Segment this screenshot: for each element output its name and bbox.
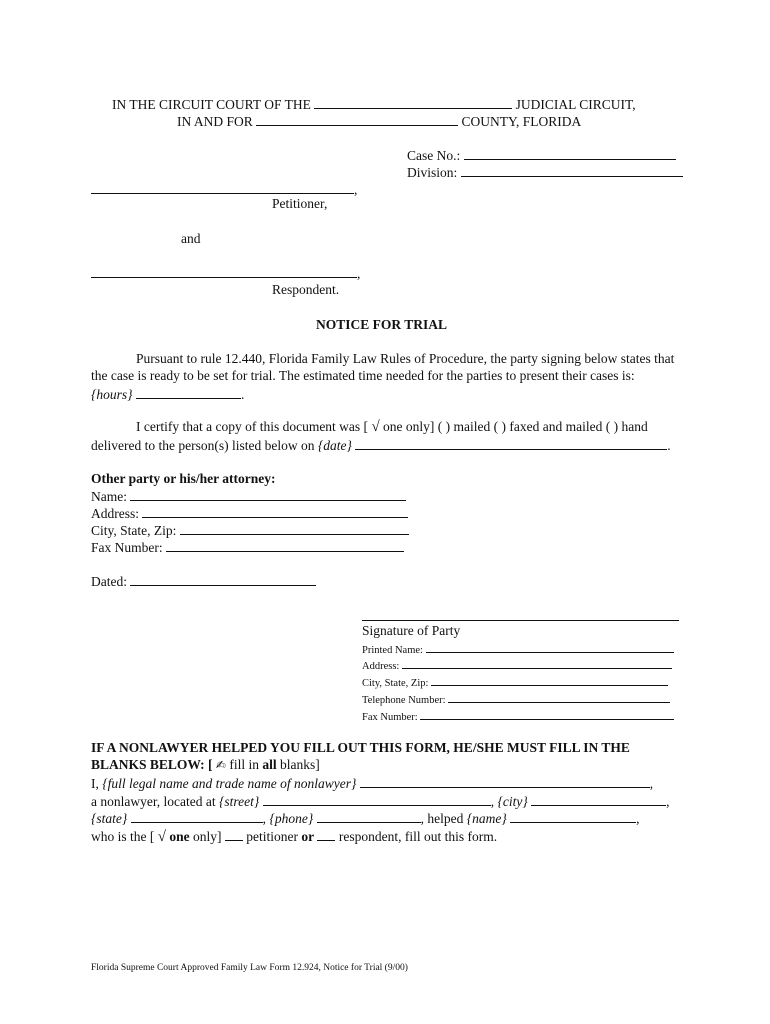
other-address-label: Address: [91, 506, 139, 521]
sig-fax-row [362, 710, 674, 724]
nonlawyer-located: a nonlawyer, located at [91, 794, 216, 809]
circuit-blank[interactable] [314, 96, 512, 109]
other-fax-row [91, 539, 404, 555]
sig-telephone-label: Telephone Number: [362, 695, 446, 706]
cert-line2 [91, 437, 671, 453]
nonlawyer-petitioner: petitioner [246, 829, 298, 844]
respondent-label: Respondent. [272, 282, 340, 297]
cert-text-a: I certify that a copy of this document was [ [136, 419, 369, 434]
nonlawyer-heading-2c: blanks] [279, 757, 320, 772]
page-title: NOTICE FOR TRIAL [316, 317, 448, 332]
court-line [112, 96, 636, 112]
division-blank[interactable] [461, 164, 683, 177]
and-label: and [181, 231, 201, 246]
helped-name-blank[interactable] [510, 810, 636, 823]
county-suffix: COUNTY, FLORIDA [461, 114, 582, 129]
division-label: Division: [407, 165, 458, 180]
sig-printed-name-row [362, 643, 674, 657]
other-address-row [91, 505, 408, 521]
other-name-label: Name: [91, 489, 127, 504]
nonlawyer-name-placeholder: {full legal name and trade name of nonlawyer} [102, 776, 357, 791]
pen-icon: ✍ [215, 758, 226, 772]
county-blank[interactable] [256, 113, 458, 126]
case-no-blank[interactable] [464, 147, 676, 160]
nonlawyer-helped: , helped [420, 811, 464, 826]
nonlawyer-i: I, [91, 776, 99, 791]
division-row [407, 164, 683, 180]
other-name-blank[interactable] [130, 488, 406, 501]
county-prefix: IN AND FOR [177, 114, 253, 129]
nonlawyer-heading-1: IF A NONLAWYER HELPED YOU FILL OUT THIS FORM, HE/SHE MUST FILL IN THE [91, 740, 630, 755]
sig-telephone-blank[interactable] [448, 693, 670, 703]
sig-address-label: Address: [362, 661, 400, 672]
state-blank[interactable] [131, 810, 263, 823]
signature-label: Signature of Party [362, 623, 461, 638]
cert-line1 [136, 420, 648, 435]
phone-placeholder: {phone} [269, 811, 314, 826]
dated-label: Dated: [91, 574, 127, 589]
sig-city-blank[interactable] [431, 676, 668, 686]
state-placeholder: {state} [91, 811, 128, 826]
other-city-label: City, State, Zip: [91, 523, 177, 538]
cert-date-blank[interactable] [355, 437, 667, 450]
hours-period: . [240, 387, 245, 402]
respondent-comma: , [357, 266, 361, 281]
hours-row [91, 386, 244, 402]
nonlawyer-comma-1: , [649, 776, 654, 791]
respondent-check-blank[interactable] [317, 828, 335, 841]
nonlawyer-line1 [91, 775, 653, 791]
dated-blank[interactable] [130, 573, 316, 586]
respondent-row [91, 265, 360, 281]
petitioner-label: Petitioner, [272, 196, 328, 211]
sig-address-blank[interactable] [402, 659, 672, 669]
street-placeholder: {street} [219, 794, 260, 809]
other-fax-label: Fax Number: [91, 540, 163, 555]
nonlawyer-heading-2b: fill in [229, 757, 259, 772]
city-placeholder: {city} [497, 794, 528, 809]
nonlawyer-line2 [91, 793, 670, 809]
nonlawyer-respondent: respondent, fill out this form. [338, 829, 498, 844]
other-fax-blank[interactable] [166, 539, 404, 552]
sig-fax-blank[interactable] [420, 710, 674, 720]
checkmark-icon-2: √ [157, 829, 166, 845]
cert-text-b: one only] ( ) mailed ( ) faxed and mailed ( ) hand [383, 419, 648, 434]
city-blank[interactable] [531, 793, 666, 806]
respondent-blank[interactable] [91, 265, 357, 278]
para1-line1: Pursuant to rule 12.440, Florida Family Law Rules of Procedure, the party signing below states that [136, 351, 675, 366]
date-placeholder: {date} [317, 438, 352, 453]
other-address-blank[interactable] [142, 505, 408, 518]
cert-period: . [667, 438, 671, 453]
nonlawyer-comma-4: , [262, 811, 267, 826]
petitioner-check-blank[interactable] [225, 828, 243, 841]
nonlawyer-only: only] [192, 829, 222, 844]
street-blank[interactable] [263, 793, 491, 806]
sig-city-row [362, 676, 668, 690]
sig-printed-name-blank[interactable] [426, 643, 674, 653]
petitioner-comma: , [354, 182, 358, 197]
hours-placeholder: {hours} [91, 387, 133, 402]
nonlawyer-who: who is the [ [91, 829, 155, 844]
sig-address-row [362, 659, 672, 673]
other-party-heading: Other party or his/her attorney: [91, 471, 276, 486]
nonlawyer-line4 [91, 828, 497, 845]
sig-city-label: City, State, Zip: [362, 678, 429, 689]
nonlawyer-comma-3: , [666, 794, 670, 809]
para1-line2: the case is ready to be set for trial. The estimated time needed for the parties to present their cases is: [91, 368, 635, 383]
nonlawyer-one: one [169, 829, 190, 844]
court-prefix: IN THE CIRCUIT COURT OF THE [112, 97, 311, 112]
name-placeholder: {name} [466, 811, 507, 826]
signature-line[interactable] [362, 620, 679, 621]
case-no-row [407, 147, 676, 163]
sig-telephone-row [362, 693, 670, 707]
nonlawyer-name-blank[interactable] [360, 775, 650, 788]
hours-blank[interactable] [136, 386, 241, 399]
checkmark-icon: √ [371, 419, 380, 435]
nonlawyer-heading-all: all [262, 757, 277, 772]
nonlawyer-heading-2a: BLANKS BELOW: [ [91, 757, 213, 772]
court-suffix: JUDICIAL CIRCUIT, [515, 97, 636, 112]
petitioner-row [91, 181, 357, 197]
case-no-label: Case No.: [407, 148, 461, 163]
nonlawyer-comma-5: , [636, 811, 640, 826]
nonlawyer-or: or [301, 829, 315, 844]
other-city-blank[interactable] [180, 522, 409, 535]
petitioner-blank[interactable] [91, 181, 354, 194]
nonlawyer-comma-2: , [490, 794, 495, 809]
footer: Florida Supreme Court Approved Family Law Form 12.924, Notice for Trial (9/00) [91, 963, 408, 973]
phone-blank[interactable] [317, 810, 421, 823]
sig-fax-label: Fax Number: [362, 712, 418, 723]
nonlawyer-heading-2 [91, 758, 320, 772]
other-city-row [91, 522, 409, 538]
nonlawyer-line3 [91, 810, 640, 826]
county-line [177, 113, 581, 129]
cert-text-line2: delivered to the person(s) listed below on [91, 438, 315, 453]
other-name-row [91, 488, 406, 504]
dated-row [91, 573, 316, 589]
sig-printed-name-label: Printed Name: [362, 645, 423, 656]
